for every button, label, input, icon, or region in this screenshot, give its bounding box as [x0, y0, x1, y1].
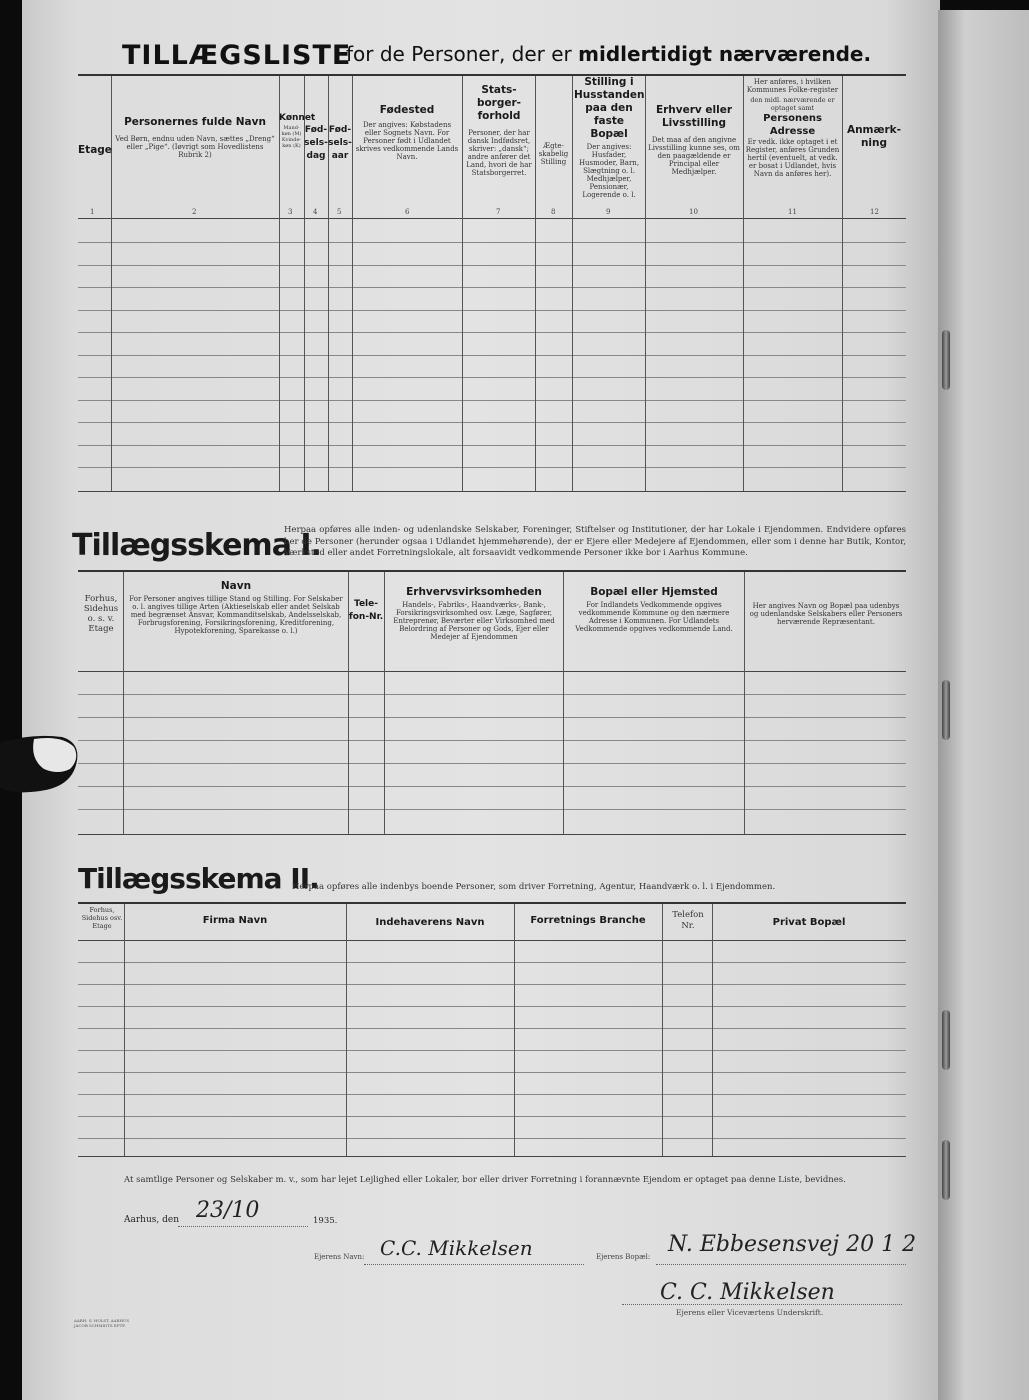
schedule-1-description: Herpaa opføres alle inden- og udenlandske Selskaber, Foreninger, Stiftelser og Institutioner, der har Lokale i Ejendommen. Endvidere opføres her de Personer (herunder ogsaa i Udlandet hjemmehørende), der er Ejere eller Medejere af Ejendommen, eller som i denne har Butik, Kontor, Værksted eller andet Forretningslokale, alt forsaavidt vedkommende Personer ikke bor i Aarhus Kommune. — [284, 525, 906, 558]
schedule-2-title: Tillægsskema II. — [78, 862, 319, 895]
s1-header-residence-cell: Bopæl eller Hjemsted For Indlandets Vedkommende opgives vedkommende Kommune og den nærmere Adresse i Kommunen. For Udlandets Vedkommende opgives vedkommende Land. — [575, 586, 733, 633]
ruled-line — [78, 355, 906, 356]
s1-header-floor: Forhus, Sidehus o. s. v. Etage — [83, 594, 119, 634]
form-title: TILLÆGSLISTE — [122, 40, 352, 71]
binder-ring — [942, 1140, 950, 1200]
header-occupation-cell: Erhverv eller Livsstilling Det maa af den angivne Livsstilling kunne ses, om den paagældende er Principal eller Medhjælper. — [648, 104, 740, 176]
header-address-cell: Her anføres, i hvilken Kommunes Folke-register den midl. nærværende er optaget samt Personens Adresse Er vedk. ikke optaget i et Register, anføres Grunden hertil (eventuelt, at vedk. er bosat i Udlandet, hvis Navn da anføres her). — [745, 78, 840, 178]
ruled-line — [78, 809, 906, 810]
next-page-edge — [938, 10, 1029, 1400]
ruled-line — [78, 1072, 906, 1073]
header-birthplace-cell: Fødested Der angives: Købstadens eller Sognets Navn. For Personer født i Udlandet skrives vedkommende Lands Navn. — [355, 104, 459, 161]
schedule-1-title: Tillægsskema I. — [72, 528, 321, 563]
ruled-line — [78, 310, 906, 311]
schedule-1-table — [78, 570, 906, 835]
ruled-line — [78, 467, 906, 468]
ruled-line — [78, 694, 906, 695]
s2-header-floor: Forhus, Sidehus osv. Etage — [81, 906, 123, 930]
attestation-statement: At samtlige Personer og Selskaber m. v., som har lejet Lejlighed eller Lokaler, bor eller driver Forretning i forannævnte Ejendom er optaget paa denne Liste, bevidnes. — [124, 1175, 846, 1185]
s2-header-private-address: Privat Bopæl — [772, 917, 846, 928]
s1-header-representative: Her angives Navn og Bopæl paa udenbys og udenlandske Selskabers eller Personers herværende Repræsentant. — [749, 602, 903, 626]
header-etage: Etage — [78, 144, 112, 156]
ruled-line — [78, 1028, 906, 1029]
s1-header-name-cell: Navn For Personer angives tillige Stand og Stilling. For Selskaber o. l. angives tillige Arten (Aktieselskab eller andet Selskab med begrænset Ansvar, Kommanditselskab, Andelsselskab, Forbrugsforening, Forsikringsforening, Kreditforening, Hypotekforening, Sparekasse o. l.) — [129, 580, 343, 635]
ruled-line — [78, 763, 906, 764]
year-label: 1935. — [313, 1216, 338, 1226]
thumb-photo-artifact — [0, 735, 80, 795]
ruled-line — [78, 1116, 906, 1117]
s2-header-owner: Indehaverens Navn — [375, 917, 485, 928]
ruled-line — [78, 445, 906, 446]
ruled-line — [78, 265, 906, 266]
printer-imprint: AARH. S. HOLST, AARHUS JACOB SCHMIDTS EFTF. — [74, 1318, 130, 1328]
ruled-line — [78, 287, 906, 288]
place-label: Aarhus, den — [124, 1215, 179, 1225]
owner-name-label: Ejerens Navn: — [314, 1253, 365, 1261]
header-remarks: Anmærk-ning — [846, 124, 902, 149]
s2-header-phone: Telefon Nr. — [672, 910, 704, 931]
ruled-line — [78, 786, 906, 787]
schedule-2-description: Herpaa opføres alle indenbys boende Personer, som driver Forretning, Agentur, Haandværk o. l. i Ejendommen. — [292, 882, 776, 892]
ruled-line — [78, 717, 906, 718]
ruled-line — [78, 1006, 906, 1007]
schedule-2-table — [78, 902, 906, 1157]
owner-signature: C.C. Mikkelsen — [380, 1236, 533, 1260]
ruled-line — [78, 422, 906, 423]
s2-header-branch: Forretnings Branche — [530, 915, 646, 926]
header-birth-year: Fød-sels-aar — [328, 125, 352, 161]
supplement-list-table: Etage Personernes fulde Navn Ved Børn, endnu uden Navn, sættes „Dreng“ eller „Pige“. (Iøvrigt som Hovedlistens Rubrik 2) Kønnet Mand-køn (M) Kvinde-køn (K) Fød-sels-dag Fød-sels-aar Fødested Der angives: Købstadens eller Sognets Navn. For Personer født i Udlandet skrives vedkommende Lands Navn. Stats-borger-forhold Personer, der har dansk Indfødsret, skriver: „dansk“; andre anfører det Land, hvori de har Statsborgerret. Ægte-skabelig Stilling Stilling i Husstanden paa den faste Bopæl Der angives: Husfader, Husmoder, Barn, Slægtning o. l. Medhjælper, Pensionær, Logerende o. l. Erhverv eller Livsstilling Det maa af den angivne Livsstilling kunne ses, om den paagældende er Principal eller Medhjælper. Her anføres, i hvilken Kommunes Folke-register den midl. nærværende er optaget samt Personens Adresse Er vedk. ikke optaget i et Register, anføres Grunden hertil (eventuelt, at vedk. er bosat i Udlandet, hvis Navn da anføres her). Anmærk-ning 1 2 3 4 5 6 7 8 9 10 11 12 — [78, 74, 906, 492]
ruled-line — [78, 242, 906, 243]
ruled-line — [78, 1094, 906, 1095]
form-subtitle: for de Personer, der er midlertidigt nærværende. — [346, 42, 872, 66]
ruled-line — [78, 740, 906, 741]
header-birth-day: Fød-sels-dag — [304, 125, 328, 161]
header-name-cell: Personernes fulde Navn Ved Børn, endnu uden Navn, sættes „Dreng“ eller „Pige“. (Iøvrigt som Hovedlistens Rubrik 2) — [115, 116, 275, 159]
ruled-line — [78, 984, 906, 985]
header-citizenship-cell: Stats-borger-forhold Personer, der har dansk Indfødsret, skriver: „dansk“; andre anfører det Land, hvori de har Statsborgerret. — [466, 84, 532, 177]
ruled-line — [78, 1050, 906, 1051]
date-handwritten: 23/10 — [196, 1198, 260, 1223]
owner-address-label: Ejerens Bopæl: — [596, 1253, 651, 1261]
ruled-line — [78, 332, 906, 333]
header-gender-cell: Kønnet Mand-køn (M) Kvinde-køn (K) — [279, 113, 316, 149]
binder-ring — [942, 330, 950, 390]
binder-ring — [942, 1010, 950, 1070]
second-signature: C. C. Mikkelsen — [660, 1280, 835, 1305]
ruled-line — [78, 1138, 906, 1139]
s2-header-firm: Firma Navn — [202, 915, 268, 926]
s1-header-phone: Tele-fon-Nr. — [348, 599, 384, 622]
owner-address-handwritten: N. Ebbesensvej 20 1 2 — [668, 1232, 917, 1257]
s1-header-business-cell: Erhvervsvirksomheden Handels-, Fabriks-, Haandværks-, Bank-, Forsikringsvirksomhed osv. Læge, Sagfører, Entreprenør, Beværter eller Virksomhed med Belordring af Personer og Gods, Ejer eller Medejer af Ejendommen — [393, 586, 555, 641]
ruled-line — [78, 962, 906, 963]
header-household-cell: Stilling i Husstanden paa den faste Bopæl Der angives: Husfader, Husmoder, Barn, Slægtning o. l. Medhjælper, Pensionær, Logerende o. l. — [574, 76, 645, 199]
header-marital-status: Ægte-skabelig Stilling — [538, 142, 569, 166]
ruled-line — [78, 400, 906, 401]
binder-ring — [942, 680, 950, 740]
signature-label: Ejerens eller Viceværtens Underskrift. — [676, 1308, 824, 1317]
ruled-line — [78, 377, 906, 378]
